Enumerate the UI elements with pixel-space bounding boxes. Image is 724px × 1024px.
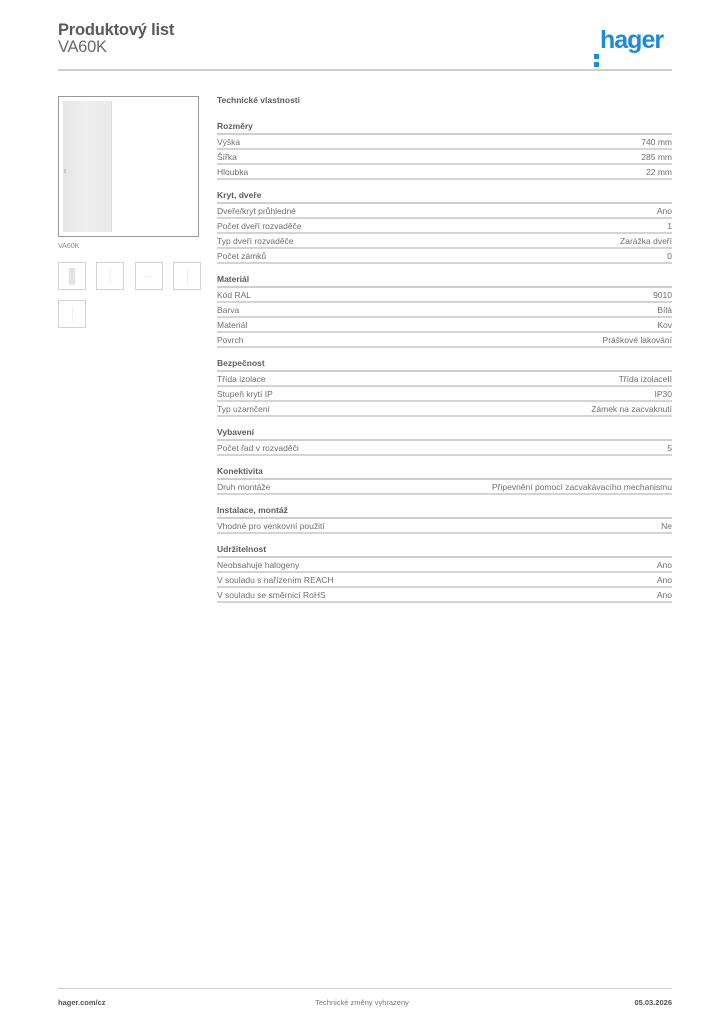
spec-value: Třída izolaceII	[618, 374, 672, 384]
spec-row	[217, 318, 672, 333]
spec-row	[217, 204, 672, 219]
spec-row	[217, 249, 672, 264]
spec-label: Neobsahuje halogeny	[217, 560, 300, 570]
group-title: Materiál	[217, 273, 672, 288]
spec-label: Povrch	[217, 335, 244, 345]
spec-label: Dveře/kryt průhledné	[217, 206, 296, 216]
footer-disclaimer: Technické změny vyhrazeny	[315, 998, 409, 1007]
main-image-caption: VA60K	[58, 243, 80, 250]
spec-row	[217, 372, 672, 387]
spec-label: Materiál	[217, 320, 248, 330]
spec-row	[217, 135, 672, 150]
page-title: Produktový list	[58, 21, 175, 39]
spec-value: 9010	[653, 290, 672, 300]
spec-label: Barva	[217, 305, 240, 315]
spec-label: Stupeň krytí IP	[217, 389, 273, 399]
group-title: Udržitelnost	[217, 543, 672, 558]
spec-value: Ano	[656, 575, 672, 585]
spec-value: 285 mm	[641, 152, 672, 162]
specs-title: Technické vlastnosti	[217, 95, 300, 105]
spec-group-dimensions	[217, 120, 672, 180]
thumbnail-5[interactable]	[58, 300, 86, 328]
spec-value: 1	[667, 221, 672, 231]
spec-row	[217, 519, 672, 534]
spec-row	[217, 288, 672, 303]
spec-value: Připevnění pomocí zacvakávacího mechanismu	[491, 482, 672, 492]
spec-value: IP30	[654, 389, 672, 399]
spec-row	[217, 480, 672, 495]
thumbnail-1[interactable]	[58, 262, 86, 290]
spec-label: Výška	[217, 137, 241, 147]
spec-label: Druh montáže	[217, 482, 271, 492]
spec-label: Typ dveří rozvaděče	[217, 236, 294, 246]
spec-row	[217, 387, 672, 402]
spec-group-connectivity	[217, 465, 672, 495]
footer-divider	[58, 988, 672, 989]
thumbnail-4[interactable]	[173, 262, 201, 290]
spec-value: 5	[667, 443, 672, 453]
spec-label: Šířka	[217, 152, 237, 162]
spec-value: Ano	[656, 560, 672, 570]
spec-row	[217, 165, 672, 180]
spec-row	[217, 558, 672, 573]
spec-group-material	[217, 273, 672, 348]
spec-label: Typ uzamčení	[217, 404, 270, 414]
group-title: Vybavení	[217, 426, 672, 441]
logo-text: hager	[600, 26, 664, 54]
spec-value: 22 mm	[646, 167, 672, 177]
main-product-image[interactable]	[58, 96, 199, 237]
spec-value: Práškové lakování	[602, 335, 672, 345]
group-title: Instalace, montáž	[217, 504, 672, 519]
spec-label: Počet řad v rozvaděči	[217, 443, 299, 453]
group-title: Rozměry	[217, 120, 672, 135]
spec-label: Počet zámků	[217, 251, 267, 261]
spec-label: V souladu se směrnicí RoHS	[217, 590, 326, 600]
product-code: VA60K	[58, 38, 107, 56]
spec-row	[217, 588, 672, 603]
technical-specs	[217, 94, 672, 612]
spec-group-cover-door	[217, 189, 672, 264]
spec-row	[217, 234, 672, 249]
spec-row	[217, 573, 672, 588]
spec-value: Ano	[656, 590, 672, 600]
spec-group-equipment	[217, 426, 672, 456]
spec-row	[217, 219, 672, 234]
spec-row	[217, 303, 672, 318]
spec-group-safety	[217, 357, 672, 417]
spec-value: 0	[667, 251, 672, 261]
spec-value: Ano	[656, 206, 672, 216]
thumbnail-3[interactable]	[135, 262, 163, 290]
group-title: Bezpečnost	[217, 357, 672, 372]
spec-value: Zarážka dveří	[620, 236, 672, 246]
door-panel-icon	[63, 101, 112, 232]
group-title: Konektivita	[217, 465, 672, 480]
spec-value: 740 mm	[641, 137, 672, 147]
spec-label: Hloubka	[217, 167, 249, 177]
spec-group-installation	[217, 504, 672, 534]
spec-label: V souladu s nařízením REACH	[217, 575, 334, 585]
spec-value: Zámek na zacvaknutí	[591, 404, 672, 414]
spec-value: Ne	[661, 521, 672, 531]
spec-label: Třída izolace	[217, 374, 266, 384]
spec-row	[217, 150, 672, 165]
group-title: Kryt, dveře	[217, 189, 672, 204]
spec-label: Vhodné pro venkovní použití	[217, 521, 325, 531]
spec-label: Počet dveří rozvaděče	[217, 221, 302, 231]
spec-group-sustainability	[217, 543, 672, 603]
spec-value: Kov	[657, 320, 672, 330]
spec-label: Kód RAL	[217, 290, 252, 300]
spec-row	[217, 441, 672, 456]
footer-website-link[interactable]: hager.com/cz	[58, 998, 106, 1007]
header-divider	[58, 69, 672, 71]
spec-row	[217, 402, 672, 417]
hager-logo	[594, 28, 663, 53]
thumbnail-2[interactable]	[96, 262, 124, 290]
spec-value: Bílá	[657, 305, 672, 315]
spec-row	[217, 333, 672, 348]
footer-date: 05.03.2026	[634, 998, 672, 1007]
